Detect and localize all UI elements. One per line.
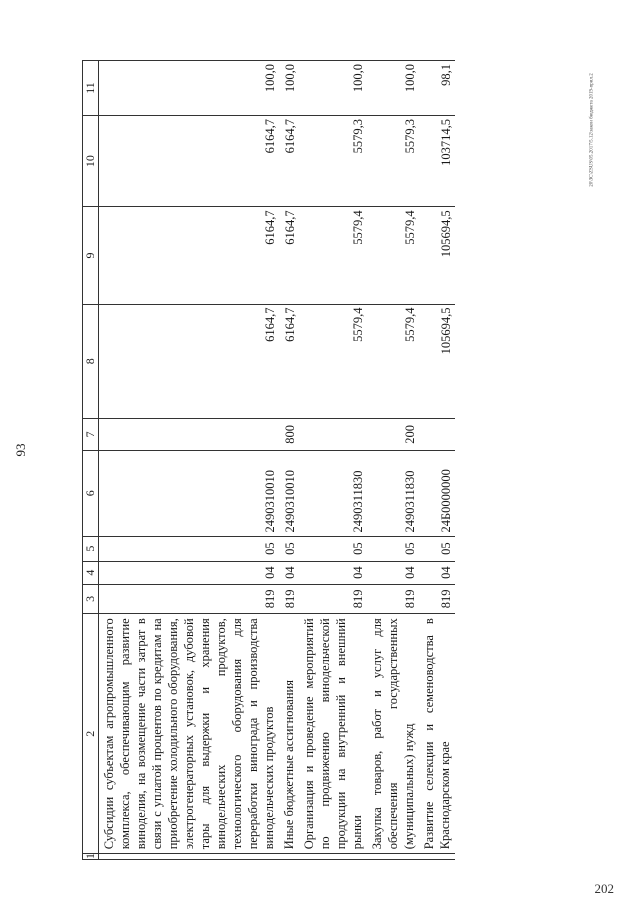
cell-c3: 819 — [419, 584, 455, 614]
header-cell: 11 — [83, 61, 99, 116]
cell-c4: 04 — [367, 561, 419, 584]
table-row — [299, 61, 367, 860]
cell-c4: 04 — [99, 561, 280, 584]
cell-c11: 100,0 — [299, 61, 367, 116]
header-cell: 2 — [83, 614, 99, 854]
cell-c7 — [99, 418, 280, 450]
cell-c7 — [299, 418, 367, 450]
table-row — [419, 61, 455, 860]
header-cell: 1 — [83, 853, 97, 859]
cell-c10: 103714,5 — [419, 115, 455, 206]
cell-c5: 05 — [279, 536, 299, 561]
header-cell: 5 — [83, 536, 99, 561]
header-cell: 6 — [83, 450, 99, 536]
cell-c11: 98,1 — [419, 61, 455, 116]
cell-c8: 6164,7 — [99, 304, 280, 418]
cell-c5: 05 — [299, 536, 367, 561]
row-name: Субсидии субъектам агропромышленного комплекса, обеспечивающим развитие виноделия, на возмещение части затрат в связи с уплатой процентов по кредитам на приобретение холодильного оборудования, электрогенераторных установок, дубовой тары для выдержки и хранения винодельческих продуктов, технологического оборудования для переработки винограда и производства винодельческих продуктов — [99, 614, 280, 854]
cell-c9: 5579,4 — [367, 207, 419, 304]
cell-c10: 5579,3 — [299, 115, 367, 206]
cell-c11: 100,0 — [367, 61, 419, 116]
cell-c9: 105694,5 — [419, 207, 455, 304]
cell-c5: 05 — [419, 536, 455, 561]
footer-page-number: 202 — [594, 881, 614, 896]
cell-c3: 819 — [99, 584, 280, 614]
cell-c9: 6164,7 — [279, 207, 299, 304]
cell-c11: 100,0 — [279, 61, 299, 116]
cell-c8: 5579,4 — [299, 304, 367, 418]
file-path-note: 20\ЗС\ZSUS\05.2017\5.12\закон бюджета 2019-прил.2 — [589, 73, 595, 187]
cell-c10: 6164,7 — [279, 115, 299, 206]
row-name: Организация и проведение мероприятий по продвижению винодельческой продукции на внутренний и внешний рынки — [299, 614, 367, 854]
cell-c5: 05 — [367, 536, 419, 561]
header-cell: 10 — [83, 115, 99, 206]
cell-c4: 04 — [299, 561, 367, 584]
cell-c6: 24Б0000000 — [419, 450, 455, 536]
cell-c5: 05 — [99, 536, 280, 561]
cell-c11: 100,0 — [99, 61, 280, 116]
cell-c7: 800 — [279, 418, 299, 450]
cell-c4: 04 — [279, 561, 299, 584]
header-row — [83, 61, 99, 860]
cell-c6: 2490311830 — [299, 450, 367, 536]
cell-c8: 105694,5 — [419, 304, 455, 418]
table-row — [279, 61, 299, 860]
header-cell: 9 — [83, 207, 99, 304]
cell-c7 — [419, 418, 455, 450]
cell-c3: 819 — [279, 584, 299, 614]
header-cell: 3 — [83, 584, 99, 614]
table-row — [99, 61, 280, 860]
row-name: Закупка товаров, работ и услуг для обеспечения государственных (муниципальных) нужд — [367, 614, 419, 854]
cell-c6: 2490311830 — [367, 450, 419, 536]
header-cell: 4 — [83, 561, 99, 584]
page-number: 93 — [13, 443, 28, 457]
cell-c9: 6164,7 — [99, 207, 280, 304]
header-cell: 8 — [83, 304, 99, 418]
cell-c3: 819 — [367, 584, 419, 614]
cell-c10: 6164,7 — [99, 115, 280, 206]
cell-c9: 5579,4 — [299, 207, 367, 304]
cell-c10: 5579,3 — [367, 115, 419, 206]
budget-table — [82, 60, 455, 860]
cell-c6: 2490310010 — [279, 450, 299, 536]
cell-c7: 200 — [367, 418, 419, 450]
rotated-table-container — [82, 60, 612, 860]
table-row — [367, 61, 419, 860]
cell-c4: 04 — [419, 561, 455, 584]
cell-c8: 6164,7 — [279, 304, 299, 418]
cell-c6: 2490310010 — [99, 450, 280, 536]
row-name: Иные бюджетные ассигнования — [279, 614, 299, 854]
cell-c3: 819 — [299, 584, 367, 614]
cell-c8: 5579,4 — [367, 304, 419, 418]
header-cell: 7 — [83, 418, 99, 450]
row-name: Развитие селекции и семеноводства в Краснодарском крае — [419, 614, 455, 854]
